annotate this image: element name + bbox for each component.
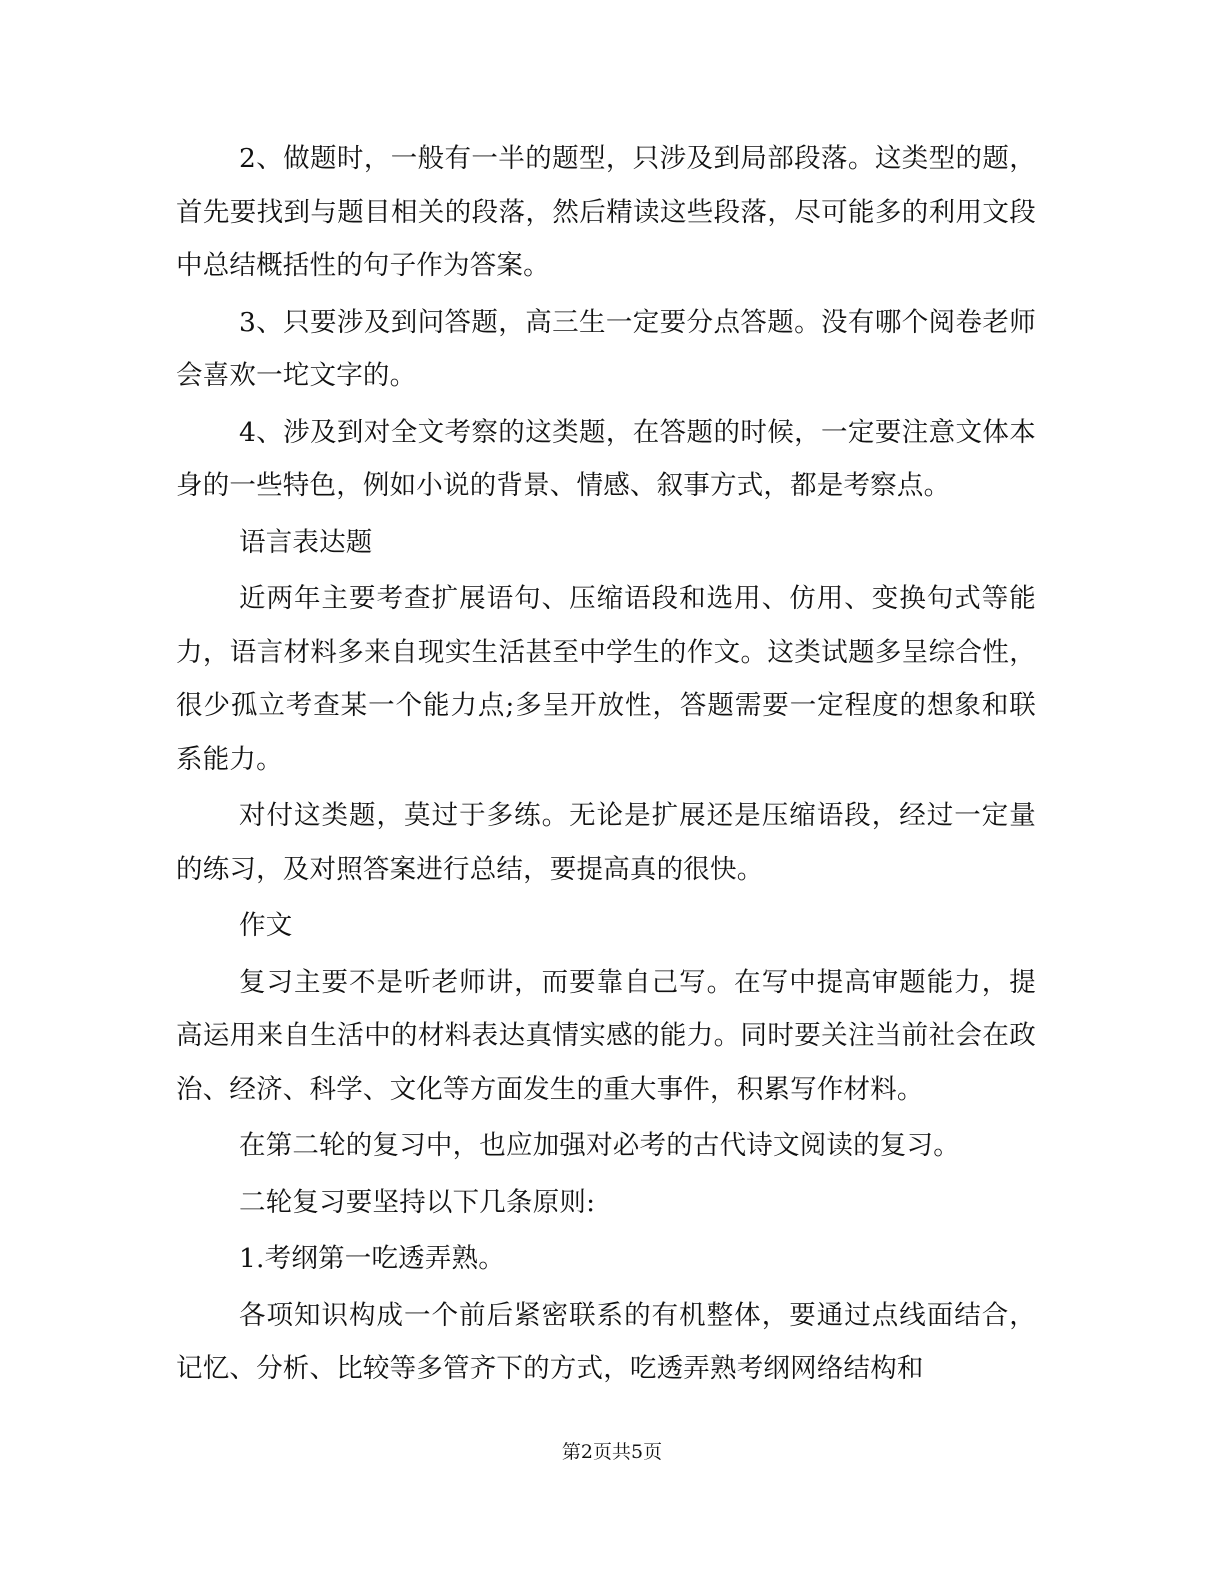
paragraph-classical-poetry-review: 在第二轮的复习中，也应加强对必考的古代诗文阅读的复习。 <box>239 1130 960 1161</box>
paragraph-principles-intro: 二轮复习要坚持以下几条原则: <box>239 1186 596 1218</box>
paragraph-item-3: 3、只要涉及到问答题，高三生一定要分点答题。没有哪个阅卷老师会喜欢一坨文字的。 <box>176 306 1036 391</box>
paragraph-item-4: 4、涉及到对全文考察的这类题，在答题的时候，一定要注意文体本身的一些特色，例如小说的背景、情感、叙事方式，都是考察点。 <box>176 416 1036 501</box>
paragraph-language-expression-intro: 近两年主要考查扩展语句、压缩语段和选用、仿用、变换句式等能力，语言材料多来自现实生活甚至中学生的作文。这类试题多呈综合性，很少孤立考查某一个能力点;多呈开放性，答题需要一定程度的想象和联系能力。 <box>176 583 1036 775</box>
document-body <box>176 132 1036 1399</box>
paragraph-item-2: 2、做题时，一般有一半的题型，只涉及到局部段落。这类型的题，首先要找到与题目相关的段落，然后精读这些段落，尽可能多的利用文段中总结概括性的句子作为答案。 <box>176 143 1036 281</box>
paragraph-principle-1: 1.考纲第一吃透弄熟。 <box>239 1243 505 1274</box>
section-heading-language-expression: 语言表达题 <box>239 526 373 558</box>
paragraph-language-expression-practice: 对付这类题，莫过于多练。无论是扩展还是压缩语段，经过一定量的练习，及对照答案进行总结，要提高真的很快。 <box>176 800 1036 885</box>
paragraph-composition-review: 复习主要不是听老师讲，而要靠自己写。在写中提高审题能力，提高运用来自生活中的材料表达真情实感的能力。同时要关注当前社会在政治、经济、科学、文化等方面发生的重大事件，积累写作材料。 <box>176 966 1036 1105</box>
section-heading-composition: 作文 <box>239 910 293 941</box>
page-number-footer: 第2页共5页 <box>561 1441 663 1463</box>
paragraph-principle-1-detail: 各项知识构成一个前后紧密联系的有机整体，要通过点线面结合，记忆、分析、比较等多管齐下的方式，吃透弄熟考纲网络结构和 <box>176 1299 1036 1384</box>
